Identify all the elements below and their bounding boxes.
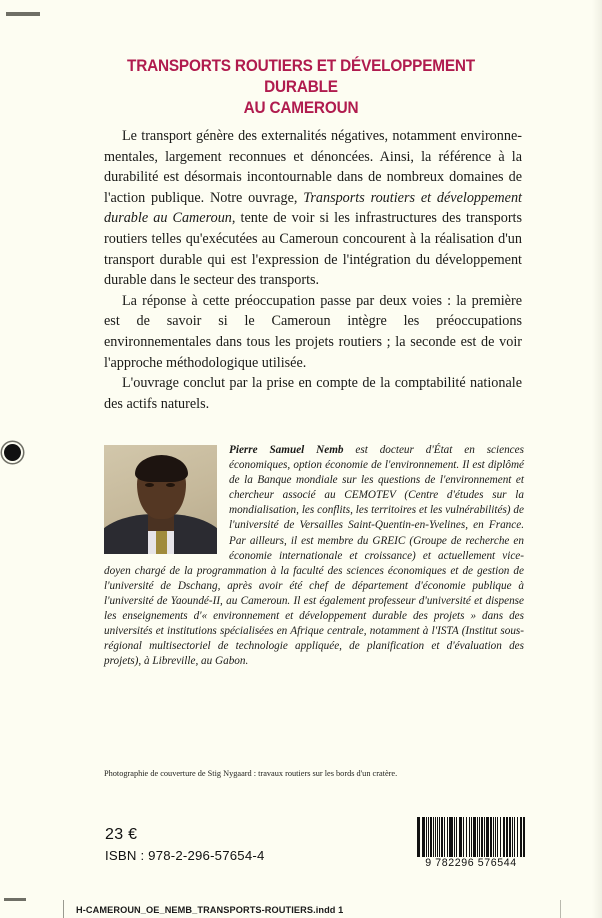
crop-mark-top-left <box>6 12 40 16</box>
photo-credit: Photographie de couverture de Stig Nygaard : travaux routiers sur les bords d'un cratère. <box>104 769 398 778</box>
blurb-paragraph-3: L'ouvrage conclut par la prise en compte de la comptabilité nationale des actifs naturels. <box>104 375 522 412</box>
bleed-rule-left <box>63 900 64 918</box>
print-filename-footer: H-CAMEROUN_OE_NEMB_TRANSPORTS-ROUTIERS.indd 1 <box>76 905 344 915</box>
barcode-bars <box>417 817 525 857</box>
page-title-line-1: TRANSPORTS ROUTIERS ET DÉVELOPPEMENT DURABLE <box>127 57 475 96</box>
author-photo-eye-left <box>145 483 154 487</box>
page-edge-shading <box>592 0 602 918</box>
author-block <box>104 443 524 669</box>
author-name: Pierre Samuel Nemb <box>229 444 344 456</box>
price-isbn-block <box>105 824 264 866</box>
barcode-digits: 9 782296 576544 <box>425 857 517 869</box>
isbn-barcode <box>413 816 529 872</box>
registration-mark-icon <box>4 444 21 461</box>
page-title-line-2: AU CAMEROUN <box>243 99 359 117</box>
isbn-label: ISBN : 978-2-296-57654-4 <box>105 848 265 863</box>
author-photo <box>104 445 217 554</box>
blurb-paragraph-2: La réponse à cette préoccupation passe par deux voies : la première est de savoir si le Cameroun intègre les préoccupations environnementales dans tous les projets routiers ; la seconde est de voir l'approche méthodologique utilisée. <box>104 292 522 371</box>
blurb-work-title: Transports routiers et développement durable au Cameroun <box>104 189 522 227</box>
blurb-paragraph-1 <box>104 126 522 291</box>
blurb-paragraph-1-part-2: , tente de voir si les infrastructures des transports routiers telles qu'exécutées au Cameroun concourent à la réalisation d'un transport durable qui est l'expression de l'intégration du développement durable dans le secteur des transports. <box>104 210 523 289</box>
bleed-rule-right <box>560 900 561 918</box>
price-label: 23 € <box>105 826 138 843</box>
page-title <box>101 56 501 119</box>
crop-mark-bottom-left <box>4 898 26 901</box>
author-bio-text: est docteur d'État en sciences économiques, option économie de l'environnement. Il est diplômé de la Banque mondiale sur les questions de l'environnement et chercheur associé au CEMOTEV (Centre d'études sur la mondialisation, les conflits, les territoires et les vulnérabilités) de l'université de Versailles Saint-Quentin-en-Yvelines, en France. Par ailleurs, il est membre du GREIC (Groupe de recherche en économie internationale et croissance) et actuellement vice-doyen chargé de la programmation à la faculté des sciences économiques et de gestion de l'université de Dschang, après avoir été chef de département d'économie publique à l'université de Yaoundé-II, au Cameroun. Il est également professeur d'université et dispense les enseignements d'« environnement et développement durable des projets » dans des universités et institutions spécialisées en Afrique centrale, notamment à l'ISTA (Institut sous-régional multisectoriel de technologie appliquée, de planification et d'évaluation des projets), à Libreville, au Gabon. <box>104 444 524 668</box>
barcode-bar <box>524 817 525 857</box>
blurb-text <box>104 126 522 414</box>
blurb-paragraph-1-part-1: Le transport génère des externalités négatives, notamment environnementales, largement reconnues et dénoncées. Ainsi, la référence à la durabilité est désormais incontournable dans de nombreux domaines de l'action publique. Notre ouvrage, <box>104 128 522 206</box>
author-photo-eye-right <box>166 483 175 487</box>
